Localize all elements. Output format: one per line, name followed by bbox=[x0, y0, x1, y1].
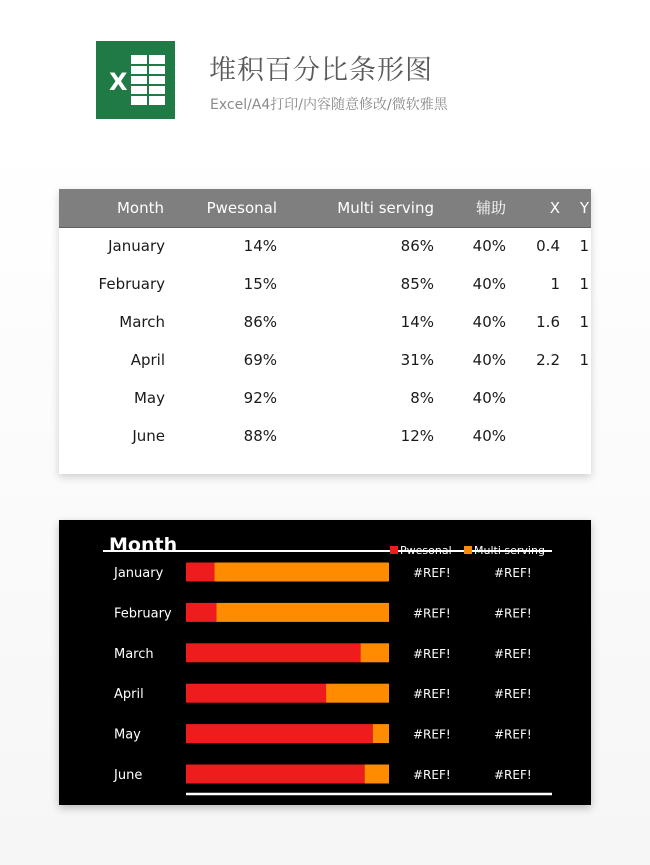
cell-multi-serving: 31% bbox=[400, 351, 434, 369]
chart-title: Month bbox=[109, 534, 178, 556]
ref-error-label: #REF! bbox=[413, 768, 451, 782]
cell-multi-serving: 85% bbox=[400, 275, 434, 293]
bar-pwesonal bbox=[186, 643, 361, 662]
header-pwesonal: Pwesonal bbox=[206, 199, 277, 217]
chart-bars bbox=[113, 563, 532, 784]
bar-multi-serving bbox=[326, 684, 389, 703]
cell-x: 1.6 bbox=[536, 313, 560, 331]
cell-month: June bbox=[132, 427, 165, 445]
cell-auxiliary: 40% bbox=[472, 275, 506, 293]
cell-multi-serving: 86% bbox=[400, 237, 434, 255]
bar-pwesonal bbox=[186, 765, 365, 784]
cell-pwesonal: 88% bbox=[243, 427, 277, 445]
cell-y: 1 bbox=[579, 313, 589, 331]
category-label: January bbox=[114, 566, 164, 581]
bar-multi-serving bbox=[373, 724, 389, 743]
cell-y: 1 bbox=[579, 351, 589, 369]
cell-y: 1 bbox=[579, 275, 589, 293]
legend-swatch bbox=[464, 546, 472, 554]
header-y: Y bbox=[579, 199, 589, 217]
bar-multi-serving bbox=[361, 643, 389, 662]
cell-multi-serving: 8% bbox=[410, 389, 434, 407]
page-title: 堆积百分比条形图 bbox=[209, 55, 433, 86]
table-row bbox=[59, 265, 591, 303]
cell-month: May bbox=[133, 389, 165, 407]
cell-month: February bbox=[98, 275, 165, 293]
cell-multi-serving: 14% bbox=[400, 313, 434, 331]
ref-error-label: #REF! bbox=[494, 566, 532, 580]
cell-pwesonal: 69% bbox=[243, 351, 277, 369]
cell-x bbox=[529, 379, 560, 417]
bar-pwesonal bbox=[186, 603, 216, 622]
cell-y bbox=[569, 417, 589, 455]
cell-auxiliary: 40% bbox=[472, 313, 506, 331]
cell-month: April bbox=[130, 351, 165, 369]
cell-y bbox=[569, 379, 589, 417]
cell-y: 1 bbox=[579, 237, 589, 255]
category-label: February bbox=[114, 606, 172, 622]
table-row bbox=[59, 341, 591, 379]
ref-error-label: #REF! bbox=[413, 566, 451, 580]
legend-swatch bbox=[390, 546, 398, 554]
cell-pwesonal: 15% bbox=[243, 275, 277, 293]
category-label: March bbox=[114, 646, 154, 662]
legend-label: Pwesonal bbox=[400, 544, 452, 557]
cell-x: 1 bbox=[550, 275, 560, 293]
cell-pwesonal: 14% bbox=[243, 237, 277, 255]
bar-multi-serving bbox=[214, 563, 389, 582]
table-header-row bbox=[59, 189, 591, 227]
bar-multi-serving bbox=[216, 603, 389, 622]
cell-pwesonal: 92% bbox=[243, 389, 277, 407]
cell-month: March bbox=[119, 313, 165, 331]
ref-error-label: #REF! bbox=[494, 646, 532, 661]
bar-pwesonal bbox=[186, 563, 214, 582]
ref-error-label: #REF! bbox=[413, 687, 451, 702]
table-row bbox=[59, 303, 591, 341]
ref-error-label: #REF! bbox=[494, 606, 532, 621]
data-table bbox=[59, 189, 591, 474]
cell-auxiliary: 40% bbox=[472, 237, 506, 255]
ref-error-label: #REF! bbox=[413, 646, 451, 661]
chart-canvas bbox=[59, 520, 591, 805]
stacked-bar-chart bbox=[59, 520, 591, 805]
table-row bbox=[59, 379, 591, 417]
table-row bbox=[59, 417, 591, 455]
bar-multi-serving bbox=[365, 765, 389, 784]
excel-logo-icon bbox=[96, 41, 175, 119]
bar-pwesonal bbox=[186, 684, 326, 703]
legend-label: Multi serving bbox=[474, 544, 545, 557]
header-auxiliary: 辅助 bbox=[475, 199, 506, 217]
cell-month: January bbox=[108, 237, 165, 255]
cell-pwesonal: 86% bbox=[243, 313, 277, 331]
header-multi-serving: Multi serving bbox=[337, 199, 434, 217]
header-month: Month bbox=[116, 199, 164, 217]
page-subtitle: Excel/A4打印/内容随意修改/微软雅黑 bbox=[210, 97, 448, 113]
category-label: June bbox=[114, 768, 143, 783]
cell-x bbox=[529, 417, 560, 455]
cell-x: 2.2 bbox=[536, 351, 560, 369]
category-label: April bbox=[114, 687, 144, 703]
category-label: May bbox=[114, 727, 141, 743]
ref-error-label: #REF! bbox=[413, 727, 451, 742]
chart-legend bbox=[390, 544, 545, 557]
ref-error-label: #REF! bbox=[494, 768, 532, 782]
cell-multi-serving: 12% bbox=[400, 427, 434, 445]
table-row bbox=[59, 227, 591, 265]
cell-auxiliary: 40% bbox=[472, 351, 506, 369]
ref-error-label: #REF! bbox=[413, 606, 451, 621]
bar-pwesonal bbox=[186, 724, 373, 743]
logo-letter: X bbox=[109, 68, 128, 96]
cell-auxiliary: 40% bbox=[472, 389, 506, 407]
ref-error-label: #REF! bbox=[494, 687, 532, 702]
ref-error-label: #REF! bbox=[494, 727, 532, 742]
cell-auxiliary: 40% bbox=[472, 427, 506, 445]
cell-x: 0.4 bbox=[536, 237, 560, 255]
header-x: X bbox=[549, 199, 560, 217]
